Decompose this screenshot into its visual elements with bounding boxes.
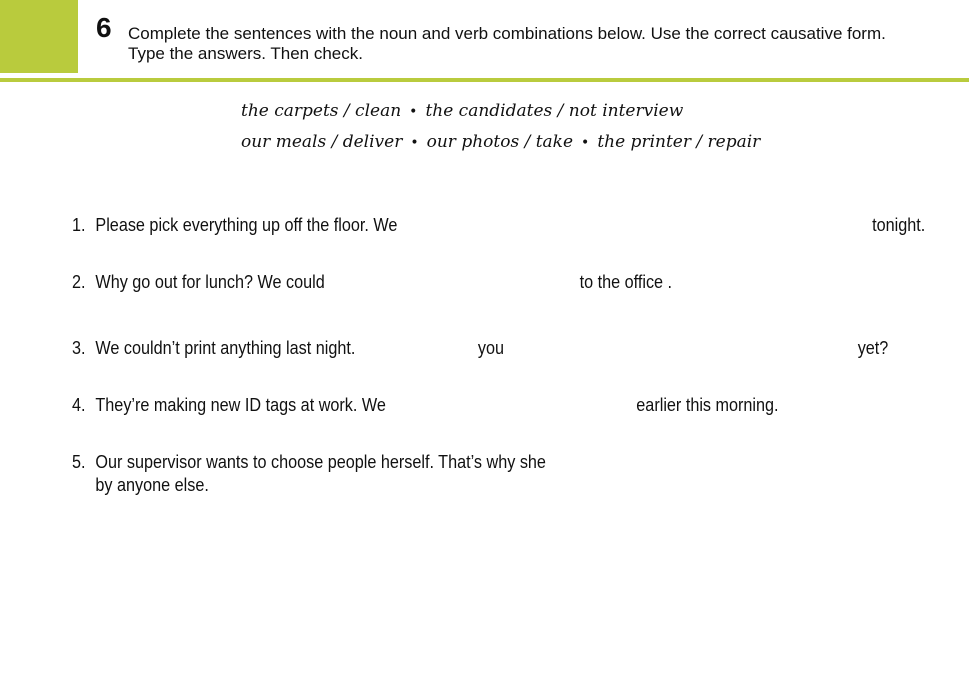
bullet-separator: •: [410, 135, 419, 151]
answer-input-1[interactable]: [407, 215, 870, 237]
word-combo: our meals / deliver: [241, 132, 403, 152]
question-text: They’re making new ID tags at work. We: [95, 395, 386, 415]
bullet-separator: •: [409, 104, 418, 120]
word-combo: the printer / repair: [597, 132, 761, 152]
bullet-separator: •: [581, 135, 590, 151]
instruction-line-1: Complete the sentences with the noun and verb combinations below. Use the correct causative form.: [128, 24, 886, 43]
question-number: 2.: [72, 272, 86, 292]
question-text: tonight.: [872, 215, 926, 235]
exercise-instructions: [128, 24, 958, 64]
answer-input-2[interactable]: [342, 272, 571, 294]
word-combo: the carpets / clean: [241, 101, 402, 121]
word-box: [241, 96, 760, 158]
question-number: 5.: [72, 452, 86, 472]
exercise-number: 6: [96, 12, 112, 43]
question-number: 1.: [72, 215, 86, 235]
question-text: We couldn’t print anything last night.: [95, 338, 356, 358]
question-text: Our supervisor wants to choose people herself. That’s why she: [95, 452, 546, 472]
question-text: to the office .: [579, 272, 673, 292]
word-box-line-2: [241, 127, 760, 158]
question-text: you: [477, 338, 505, 358]
question-text: earlier this morning.: [636, 395, 779, 415]
instruction-line-2: Type the answers. Then check.: [128, 44, 363, 63]
question-text: Please pick everything up off the floor. We: [95, 215, 398, 235]
question-text: yet?: [857, 338, 889, 358]
word-combo: the candidates / not interview: [425, 101, 684, 121]
header-divider: [0, 78, 969, 82]
answer-input-5[interactable]: [576, 452, 922, 474]
header-accent-block: [0, 0, 78, 73]
word-box-line-1: [241, 96, 760, 127]
question-5: [72, 451, 936, 501]
word-combo: our photos / take: [426, 132, 574, 152]
question-number: 4.: [72, 395, 86, 415]
question-number: 3.: [72, 338, 86, 358]
answer-input-3b[interactable]: [518, 338, 828, 360]
question-text: Why go out for lunch? We could: [95, 272, 325, 292]
question-text: by anyone else.: [95, 475, 209, 495]
answer-input-4[interactable]: [401, 395, 630, 417]
answer-input-3a[interactable]: [369, 338, 472, 360]
